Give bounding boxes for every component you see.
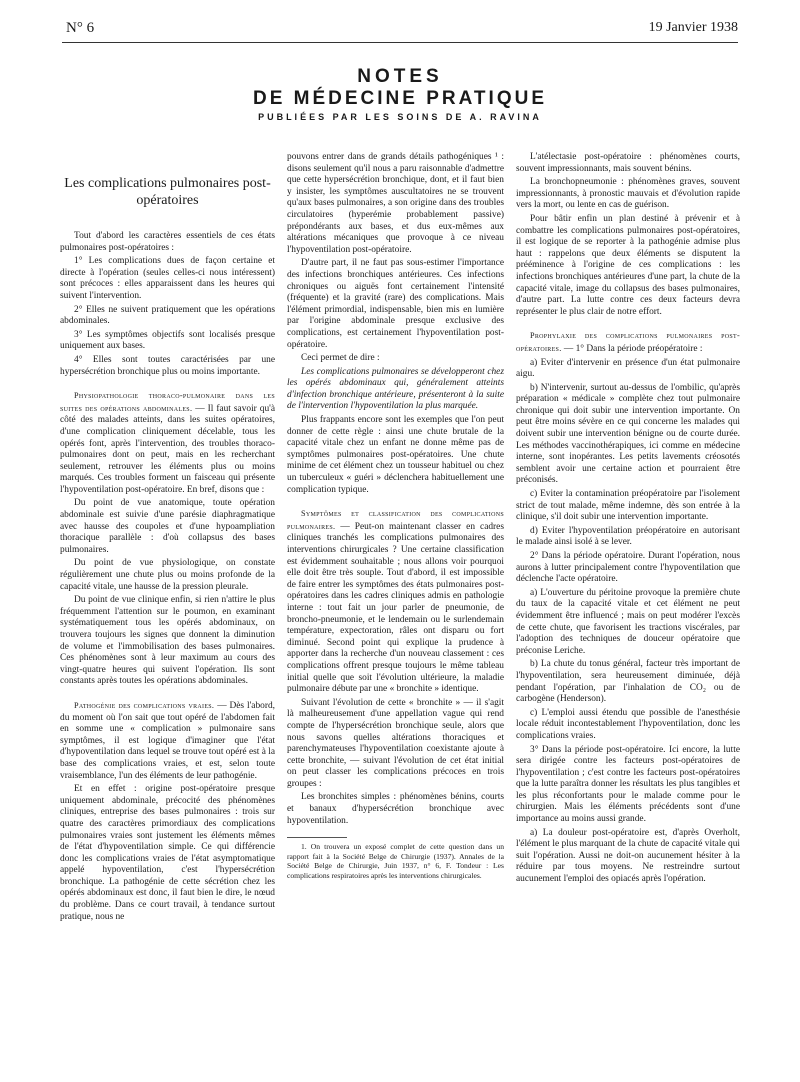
section-heading: Prophylaxie des complications pulmonaires post-opératoires. <box>516 331 740 353</box>
section-heading: Symptômes et classification des complications pulmonaires. <box>287 509 504 531</box>
section-heading: Physiopathologie thoraco-pulmonaire dans les suites des opérations abdominales. <box>60 391 275 413</box>
paragraph: D'autre part, il ne faut pas sous-estimer l'importance des infections bronchiques antérieures. Ces infections chroniques ou aiguës font certainement l'intensité (fréquente) et la gravité (rare) des complications. Mais l'élément primordial, indispensable, bien mis en lumière par l'origine abdominale presque exclusive des complications, est certainement l'hypoventilation post-opératoire. <box>287 258 504 350</box>
paragraph: Du point de vue physiologique, on constate régulièrement une chute plus ou moins profonde de la capacité vitale, une hausse de la pression pleurale. <box>60 558 275 592</box>
journal-title-line1: NOTES <box>357 66 443 87</box>
paragraph: — Il faut savoir qu'à côté des malades atteints, dans les suites opératoires, d'une complication cliniquement décelable, tous les opérés font, après l'intervention, des troubles thoraco-pulmonaires dont on peut, mais en les recherchant seulement, retrouver les éléments plus ou moins marqués. Ces troubles forment un faisceau qui présente l'hypoventilation post-opératoire. En bref, disons que : <box>60 403 275 495</box>
paragraph: La bronchopneumonie : phénomènes graves, souvent impressionnants, à pronostic mauvais et d'évolution rapide vers la mort, ou lente en cas de guérison. <box>516 177 740 211</box>
column-1 <box>60 165 275 925</box>
column-2 <box>287 152 504 883</box>
paragraph: pouvons entrer dans de grands détails pathogéniques ¹ : disons seulement qu'il nous a paru raisonnable d'admettre que cette hypersécrétion bronchique, dont, et il faut bien y insister, les symptômes auscultatoires ne se trouvent qu'aux bases pulmonaires, a son origine dans des troubles circulatoires (hyperémie probablement passive) prépondérants aux bases, et dus eux-mêmes aux altérations mécaniques que provoque à ce niveau l'hypoventilation post-opératoire. <box>287 152 504 255</box>
paragraph: Les bronchites simples : phénomènes bénins, courts et banaux d'hypersécrétion bronchique avec hypoventilation. <box>287 792 504 826</box>
paragraph: Du point de vue clinique enfin, si rien n'attire le plus fréquemment l'attention sur le poumon, en examinant systématiquement tous les opérés abdominaux, on trouvera toujours les signes que donnent la diminution de volume et l'immobilisation des bases pulmonaires. Ces phénomènes sont à leur maximum au cours des vingt-quatre heures qui suivent l'opération. Ils sont constants après toutes les opérations abdominales. <box>60 595 275 687</box>
footnote-rule <box>287 837 347 838</box>
paragraph: — Dès l'abord, du moment où l'on sait que tout opéré de l'abdomen fait en somme une « complication » pulmonaire sans symptômes, il est logique d'imaginer que l'état d'hypoventilation dans lequel se trouve tout opéré est à la base des complications vraies, et est, selon toute vraisemblance, l'un des éléments de leur pathogénie. <box>60 700 275 781</box>
section-physiopathology <box>60 390 275 496</box>
paragraph: a) Eviter d'intervenir en présence d'un état pulmonaire aigu. <box>516 357 740 380</box>
issue-number: N° 6 <box>66 20 95 36</box>
section-prophylaxis <box>516 330 740 355</box>
paragraph: Plus frappants encore sont les exemples que l'on peut donner de cette règle : ainsi une chute brutale de la capacité vitale chez un enfant ne donne même pas de symptômes pulmonaires post-opératoires. Une chute minime de cet élément chez un tousseur habituel ou chez un tuberculeux « guéri » déclenchera habituellement une complication typique. <box>287 415 504 495</box>
paragraph: Les complications pulmonaires se développeront chez les opérés abdominaux qui, généralement atteints d'infection bronchique antérieure, présenteront à la suite de l'intervention l'hypoventilation la plus marquée. <box>287 366 504 412</box>
paragraph: Ceci permet de dire : <box>301 353 380 364</box>
paragraph: Du point de vue anatomique, toute opération abdominale est suivie d'une parésie diaphragmatique avec hausse des coupoles et d'une hypoampliation thoracique parallèle : d'où collapsus des bases pulmonaires. <box>60 498 275 555</box>
issue-date: 19 Janvier 1938 <box>648 20 738 35</box>
paragraph: 3° Dans la période post-opératoire. Ici encore, la lutte sera dirigée contre les facteurs post-opératoires de l'hypoventilation ; c'est contre les facteurs post-opératoires que la lutte paraîtra donner les résultats les plus tangibles et les plus réconfortants pour le malade comme pour le chirurgien. Mais les éléments précédents sont d'une importance au moins aussi grande. <box>516 744 740 825</box>
paragraph: 2° Dans la période opératoire. Durant l'opération, nous aurons à lutter principalement contre l'hypoventilation que déclenche l'acte opératoire. <box>516 551 740 585</box>
section-pathogeny <box>60 700 275 782</box>
header-rule <box>62 42 738 43</box>
paragraph: 2° Elles ne suivent pratiquement que les opérations abdominales. <box>60 304 275 327</box>
paragraph: b) La chute du tonus général, facteur très important de l'hypoventilation, sera heureusement diminuée, déjà pendant l'opération, par l'inhalation de CO₂ ou de carbogène (Henderson). <box>516 659 740 705</box>
section-heading: Pathogénie des complications vraies. <box>74 700 215 710</box>
paragraph: c) Eviter la contamination préopératoire par l'isolement strict de tout malade, même indemne, dès son entrée à la clinique, s'il doit subir une intervention importante. <box>516 489 740 523</box>
paragraph: c) L'emploi aussi étendu que possible de l'anesthésie locale réduit incontestablement l'hypoventilation, donc les complications vraies. <box>516 707 740 741</box>
section-symptoms <box>287 508 504 696</box>
paragraph: b) N'intervenir, surtout au-dessus de l'ombilic, qu'après préparation « médicale » complète chez tout pulmonaire chronique qui doit subir une intervention importante. On peut être moins sévère en ce qui concerne les malades qui doivent subir une intervention bénigne ou de courte durée. Les méthodes vaccinothérapiques, ici comme en médecine interne, sont inopérantes. Les petits lavements créosotés semblent avoir une certaine action et pourraient être préconisés. <box>516 382 740 486</box>
paragraph: a) L'ouverture du péritoine provoque la première chute du taux de la capacité vitale et cet élément ne peut évidemment être influencé ; mais on peut modérer l'excès de cette chute, que favorisent les tractions viscérales, par l'adoption des techniques de douceur opératoire que préconise Leriche. <box>516 587 740 656</box>
journal-title-line2: DE MÉDECINE PRATIQUE <box>252 88 547 109</box>
paragraph: Et en effet : origine post-opératoire presque uniquement abdominale, précocité des phénomènes cliniques, entreprise des bases pulmonaires : trois sur quatre des caractères primordiaux des complications pulmonaires vraies sont justement les éléments mêmes de l'état d'hypoventilation simple. Ce qui différencie donc les complications vraies de l'état asymptomatique appelé hypoventilation, c'est l'hypersécrétion bronchique. La pathogénie de cette sécrétion chez les opérés abdominaux est donc, il faut bien le dire, le nœud du problème. Dans ce court travail, à tendance surtout pratique, nous ne <box>60 784 275 922</box>
column-3 <box>516 152 740 888</box>
paragraph: 4° Elles sont toutes caractérisées par une hypersécrétion bronchique plus ou moins importante. <box>60 354 275 377</box>
article-title: Les complications pulmonaires post-opératoires <box>64 176 271 208</box>
paragraph: Pour bâtir enfin un plan destiné à prévenir et à combattre les complications pulmonaires post-opératoires, il est logique de se reporter à la pathogénie admise plus haut : rappelons que deux éléments se disputent la prééminence à l'origine de ces complications : les infections bronchiques antérieures d'une part, la chute de la capacité vitale, image du collapsus des bases pulmonaires, d'autre part. La lutte contre ces deux facteurs devra représenter le plus clair de notre effort. <box>516 213 740 317</box>
journal-subtitle: PUBLIÉES PAR LES SOINS DE A. RAVINA <box>258 112 542 122</box>
paragraph: — Peut-on maintenant classer en cadres cliniques tranchés les complications pulmonaires des interventions chirurgicales ? Une certaine classification est évidemment souhaitable ; nous allons voir pourquoi elle doit être très souple. Tout d'abord, il est impossible de faire entrer les symptômes des états pulmonaires post-opératoires dans les cadres cliniques admis en pathologie interne : tout fait un jour parler de pneumonie, de broncho-pneumonie, et le lendemain ou le surlendemain température, expectoration, râles ont disparu ou fort diminué. Second point qui explique la prudence à apporter dans la recherche d'un nouveau classement : ces complications offrent presque toujours le même tableau initial quelle que soit l'évolution ultérieure, la maladie pulmonaire débute par une « bronchite » identique. <box>287 521 504 695</box>
paragraph: 1° Les complications dues de façon certaine et directe à l'opération (seules celles-ci nous intéressent) sont précoces : elles apparaissent dans les heures qui suivent l'intervention. <box>60 256 275 301</box>
paragraph: 3° Les symptômes objectifs sont localisés presque uniquement aux bases. <box>60 329 275 352</box>
paragraph: Tout d'abord les caractères essentiels de ces états pulmonaires post-opératoires : <box>60 231 275 253</box>
paragraph: L'atélectasie post-opératoire : phénomènes courts, souvent impressionnants, mais souvent bénins. <box>516 152 740 174</box>
paragraph: — 1° Dans la période préopératoire : <box>563 343 703 354</box>
paragraph: Suivant l'évolution de cette « bronchite » — il s'agit là malheureusement d'une appellation vague qui rend compte de l'hypersécrétion bronchique seule, alors que nous savons quelles altérations thoraciques et parenchymateuses l'hypoventilation coexistante ajoute à cette bronchite, — suivant l'évolution de cet état initial on peut classer les complications précoces en trois groupes : <box>287 697 504 789</box>
paragraph: d) Eviter l'hypoventilation préopératoire en autorisant le malade ainsi isolé à se lever. <box>516 525 740 548</box>
paragraph: a) La douleur post-opératoire est, d'après Overholt, l'élément le plus marquant de la chute de capacité vitale qui suit l'opération. Aussi ne doit-on aucunement hésiter à la réduire par tous moyens. Ne restreindre surtout aucunement l'emploi des opiacés après l'opération. <box>516 827 740 885</box>
footnote: 1. On trouvera un exposé complet de cette question dans un rapport fait à la Société Belge de Chirurgie (1937). Annales de la Société Belge de Chirurgie, Juin 1937, n° 6, F. Tondeur : Les complications respiratoires après les interventions chirurgicales. <box>287 842 504 881</box>
